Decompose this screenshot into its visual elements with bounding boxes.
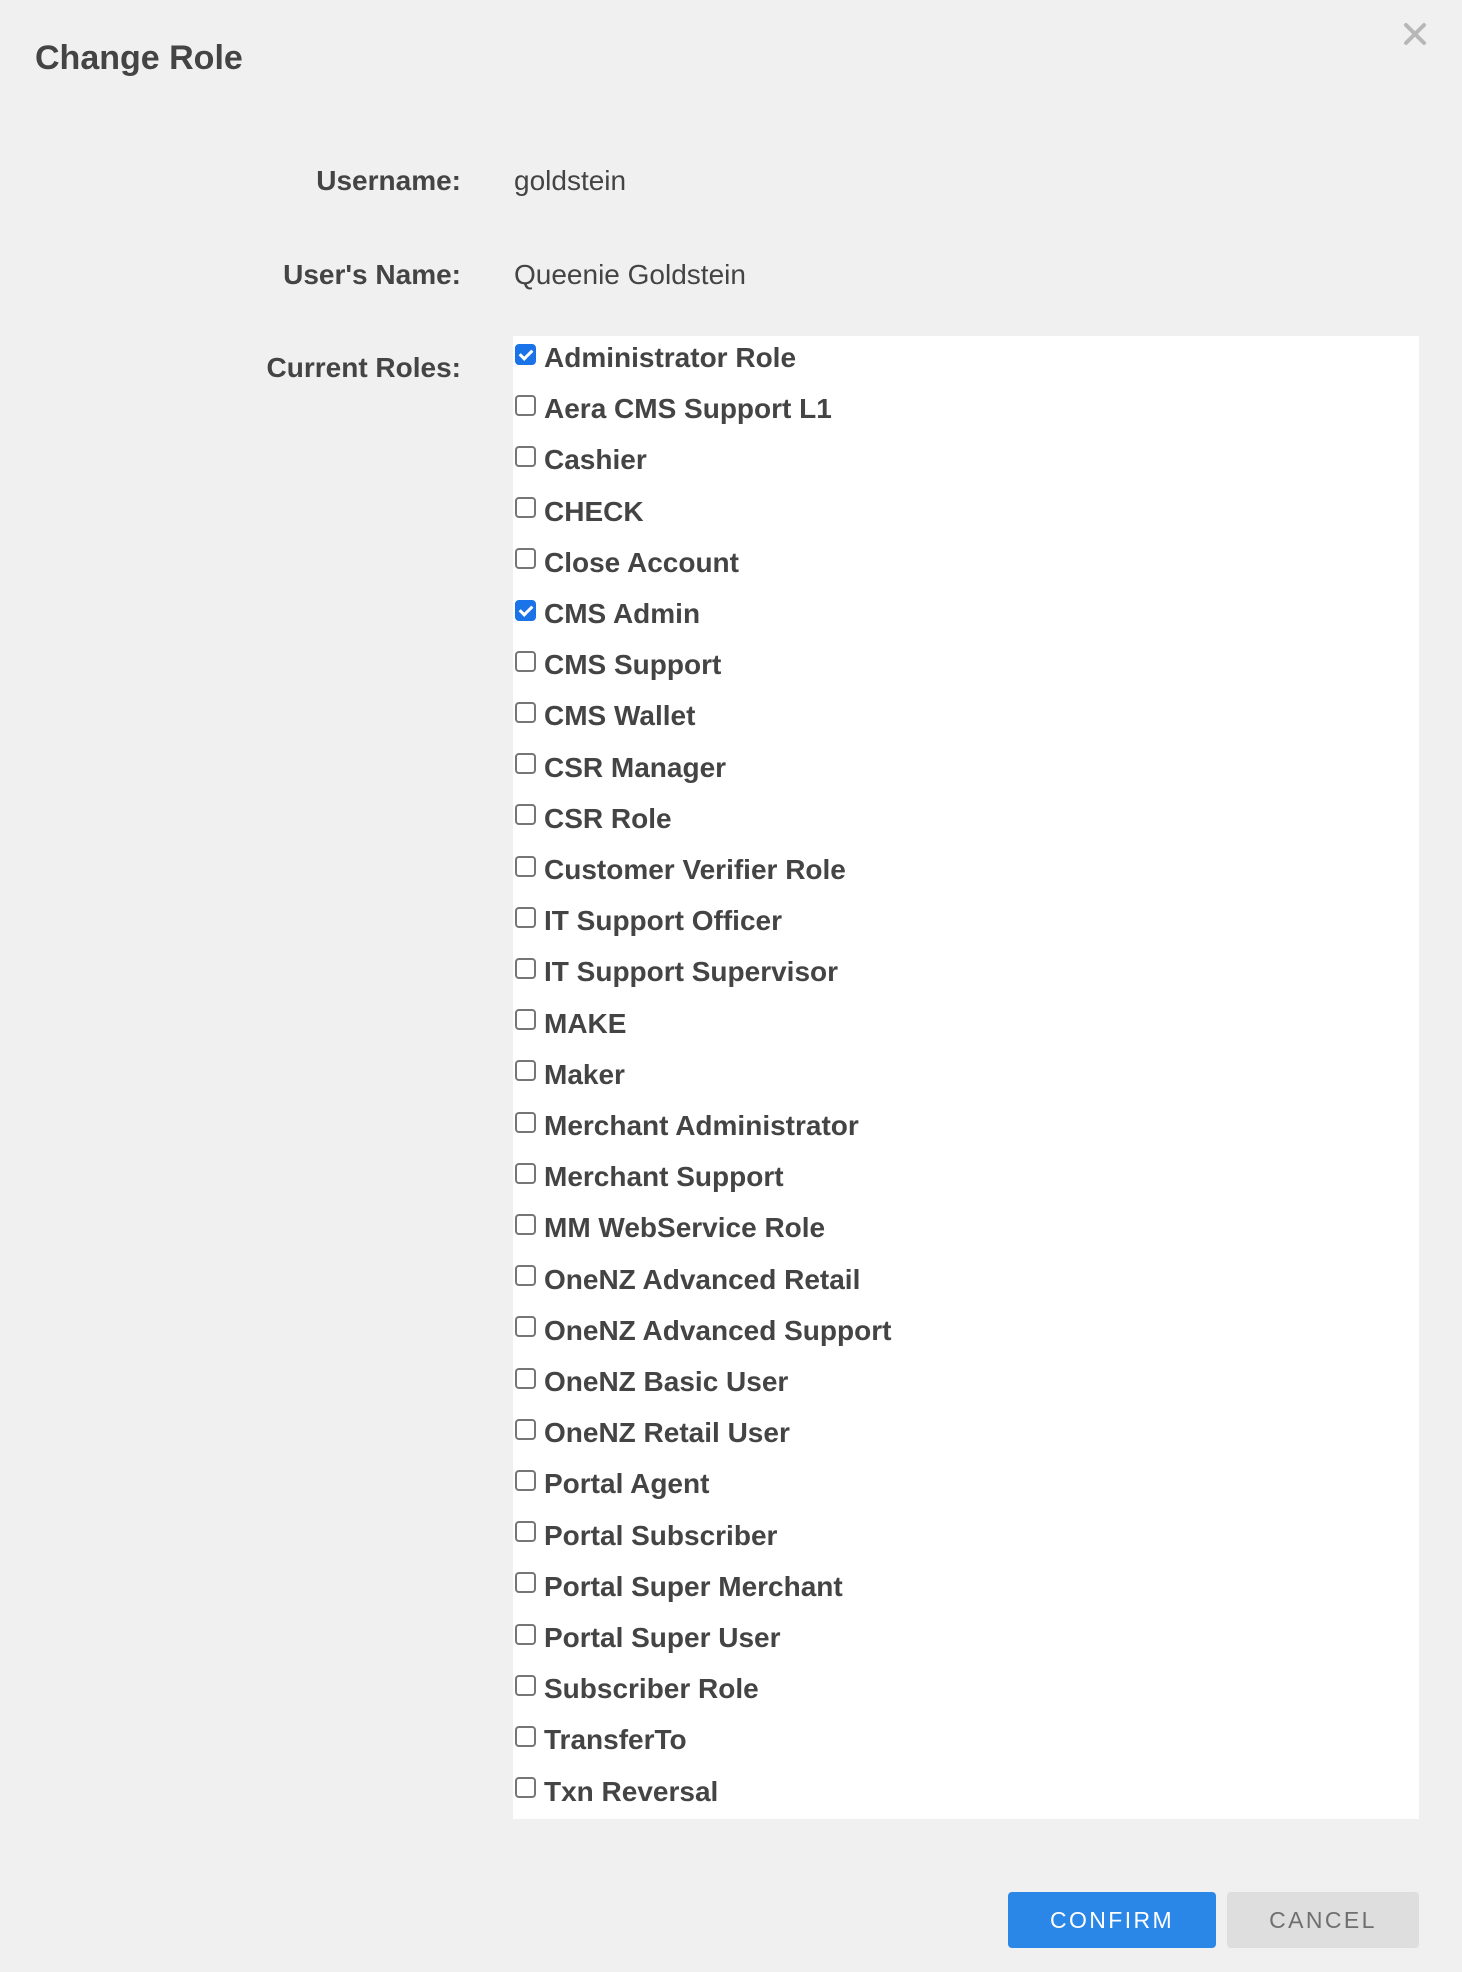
users-name-value: Queenie Goldstein (514, 259, 746, 290)
role-checkbox[interactable] (515, 1316, 536, 1337)
confirm-button[interactable]: CONFIRM (1008, 1892, 1216, 1948)
role-label: CMS Support (544, 649, 722, 681)
role-item[interactable] (513, 1105, 859, 1147)
role-checkbox[interactable] (515, 1419, 536, 1440)
role-label: IT Support Officer (544, 905, 782, 937)
role-label: Subscriber Role (544, 1673, 759, 1705)
role-label: CHECK (544, 495, 644, 527)
dialog-title: Change Role (35, 39, 243, 77)
role-label: Portal Subscriber (544, 1519, 778, 1551)
role-label: CSR Manager (544, 751, 727, 783)
role-checkbox[interactable] (515, 1572, 536, 1593)
role-label: Merchant Support (544, 1161, 784, 1193)
role-checkbox[interactable] (515, 1163, 536, 1184)
users-name-label: User's Name: (283, 259, 461, 290)
username-label: Username: (316, 165, 461, 196)
role-checkbox[interactable] (515, 1470, 536, 1491)
role-checkbox[interactable] (515, 1112, 536, 1133)
role-item[interactable] (513, 644, 721, 686)
role-item[interactable] (513, 1207, 825, 1249)
role-checkbox[interactable] (515, 1265, 536, 1286)
role-checkbox[interactable] (515, 804, 536, 825)
role-label: CMS Admin (544, 598, 701, 629)
role-checkbox[interactable] (515, 1726, 536, 1747)
role-checkbox[interactable] (515, 1009, 536, 1030)
close-button[interactable] (1395, 14, 1435, 54)
role-item[interactable] (513, 900, 782, 942)
current-roles-label: Current Roles: (266, 352, 461, 383)
role-label: IT Support Supervisor (544, 956, 839, 988)
role-checkbox[interactable] (515, 702, 536, 723)
role-checkbox[interactable] (515, 548, 536, 569)
role-item[interactable] (513, 1771, 718, 1813)
role-checkbox[interactable] (515, 1214, 536, 1235)
role-checkbox[interactable] (515, 907, 536, 928)
role-item[interactable] (513, 1054, 625, 1096)
role-item[interactable] (513, 1310, 891, 1352)
role-label: Portal Agent (544, 1468, 710, 1500)
role-item[interactable] (513, 849, 846, 891)
roles-list-box (513, 336, 1419, 1819)
role-label: CSR Role (544, 802, 672, 834)
role-label: OneNZ Retail User (544, 1417, 790, 1449)
role-checkbox[interactable] (515, 395, 536, 416)
role-label: Maker (544, 1058, 625, 1090)
role-item[interactable] (513, 491, 644, 533)
role-checkbox[interactable] (515, 958, 536, 979)
role-item[interactable] (513, 542, 739, 584)
role-label: Txn Reversal (544, 1775, 719, 1807)
role-item[interactable] (513, 593, 700, 635)
role-label: CMS Wallet (544, 700, 696, 732)
role-checkbox[interactable] (515, 1060, 536, 1081)
role-checkbox[interactable] (515, 651, 536, 672)
role-label: MM WebService Role (544, 1212, 826, 1244)
role-item[interactable] (513, 1566, 843, 1608)
role-checkbox[interactable] (515, 446, 536, 467)
role-checkbox[interactable] (515, 497, 536, 518)
role-label: Portal Super User (544, 1622, 781, 1653)
role-item[interactable] (513, 1668, 759, 1710)
role-checkbox[interactable] (515, 1521, 536, 1542)
role-label: Aera CMS Support L1 (544, 393, 832, 425)
role-item[interactable] (513, 1719, 687, 1761)
role-checkbox[interactable] (515, 856, 536, 877)
role-item[interactable] (513, 1361, 788, 1403)
role-checkbox[interactable] (515, 1777, 536, 1798)
role-label: Cashier (544, 444, 647, 476)
role-label: MAKE (544, 1007, 627, 1039)
role-item[interactable] (513, 747, 726, 789)
role-item[interactable] (513, 1617, 781, 1659)
role-checkbox[interactable] (515, 1624, 536, 1645)
role-label: OneNZ Advanced Support (544, 1314, 892, 1346)
role-label: Customer Verifier Role (544, 854, 846, 885)
role-checkbox-checked[interactable] (515, 344, 536, 365)
role-item[interactable] (513, 1412, 790, 1454)
role-label: Merchant Administrator (544, 1110, 859, 1141)
role-label: Close Account (544, 546, 739, 578)
role-label: Portal Super Merchant (544, 1570, 843, 1602)
role-checkbox[interactable] (515, 1368, 536, 1389)
role-label: OneNZ Advanced Retail (544, 1263, 861, 1295)
role-item[interactable] (513, 1003, 626, 1045)
role-checkbox[interactable] (515, 753, 536, 774)
username-value: goldstein (514, 165, 627, 196)
role-item[interactable] (513, 388, 832, 430)
role-item[interactable] (513, 695, 695, 737)
role-item[interactable] (513, 1259, 860, 1301)
role-item[interactable] (513, 1515, 777, 1557)
cancel-button[interactable]: CANCEL (1227, 1892, 1419, 1948)
role-item[interactable] (513, 1463, 709, 1505)
role-item[interactable] (513, 1156, 784, 1198)
role-item[interactable] (513, 337, 796, 379)
role-label: OneNZ Basic User (544, 1366, 789, 1397)
role-checkbox-checked[interactable] (515, 600, 536, 621)
role-label: Administrator Role (544, 342, 797, 373)
role-item[interactable] (513, 439, 647, 481)
role-checkbox[interactable] (515, 1675, 536, 1696)
role-item[interactable] (513, 798, 672, 840)
role-item[interactable] (513, 951, 838, 993)
role-label: TransferTo (544, 1724, 687, 1756)
close-icon (1395, 14, 1435, 54)
